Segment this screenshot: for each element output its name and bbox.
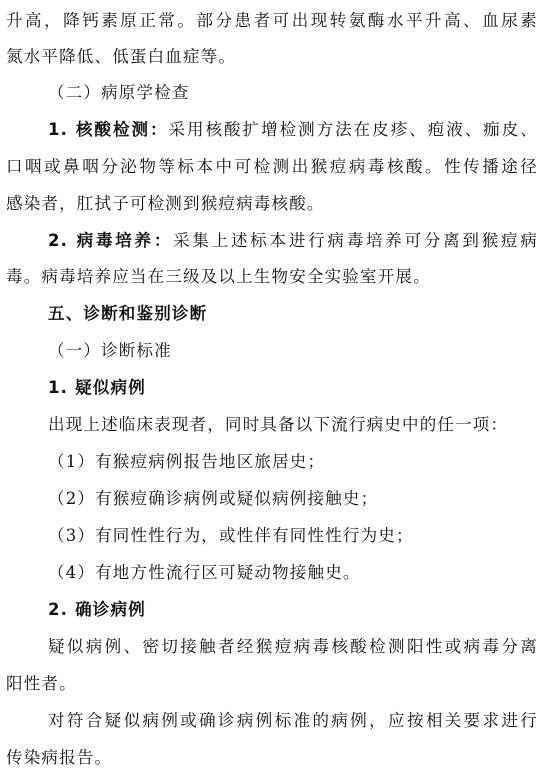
body-text: 采集上述标本进行病毒培养可分离到猴痘病 xyxy=(173,231,538,250)
section-subheading xyxy=(0,78,544,108)
body-text: 出现上述临床表现者，同时具备以下流行病史中的任一项： xyxy=(48,415,509,434)
body-line xyxy=(0,42,544,72)
body-line xyxy=(0,743,544,773)
list-item-text: （2）有猴痘确诊病例或疑似病例接触史； xyxy=(48,489,379,508)
body-text: 升高，降钙素原正常。部分患者可出现转氨酶水平升高、血尿素 xyxy=(6,11,538,30)
case-heading-text: 2. 确诊病例 xyxy=(48,600,146,619)
body-text: 毒。病毒培养应当在三级及以上生物安全实验室开展。 xyxy=(6,267,431,286)
subheading-text: （一）诊断标准 xyxy=(48,341,172,360)
section-subheading xyxy=(0,336,544,366)
list-item-text: （4）有地方性流行区可疑动物接触史。 xyxy=(48,563,361,582)
body-line xyxy=(0,6,544,36)
item-lead: 1. 核酸检测： xyxy=(48,120,169,139)
body-text: 感染者，肛拭子可检测到猴痘病毒核酸。 xyxy=(6,194,325,213)
section-heading xyxy=(0,299,544,329)
body-line xyxy=(0,262,544,292)
subheading-text: （二）病原学检查 xyxy=(48,83,190,102)
item-lead: 2. 病毒培养： xyxy=(48,231,174,250)
body-text: 采用核酸扩增检测方法在皮疹、疱液、痂皮、 xyxy=(168,120,539,139)
body-text: 阳性者。 xyxy=(6,674,77,693)
body-text: 对符合疑似病例或确诊病例标准的病例，应按相关要求进行 xyxy=(48,711,538,730)
body-text: 氮水平降低、低蛋白血症等。 xyxy=(6,47,237,66)
list-item xyxy=(0,558,544,588)
body-line xyxy=(0,226,544,256)
case-heading xyxy=(0,373,544,403)
body-line xyxy=(0,632,544,662)
list-item-text: （1）有猴痘病例报告地区旅居史； xyxy=(48,452,326,471)
list-item xyxy=(0,484,544,514)
body-line xyxy=(0,189,544,219)
body-line xyxy=(0,410,544,440)
body-text: 传染病报告。 xyxy=(6,748,113,767)
case-heading xyxy=(0,595,544,625)
body-text: 口咽或鼻咽分泌物等标本中可检测出猴痘病毒核酸。性传播途径 xyxy=(6,157,538,176)
body-line xyxy=(0,152,544,182)
body-text: 疑似病例、密切接触者经猴痘病毒核酸检测阳性或病毒分离 xyxy=(48,637,538,656)
body-line xyxy=(0,115,544,145)
case-heading-text: 1. 疑似病例 xyxy=(48,378,146,397)
body-line xyxy=(0,669,544,699)
list-item xyxy=(0,521,544,551)
list-item-text: （3）有同性性行为，或性伴有同性性行为史； xyxy=(48,526,414,545)
list-item xyxy=(0,447,544,477)
body-line xyxy=(0,706,544,736)
heading-text: 五、诊断和鉴别诊断 xyxy=(48,304,208,323)
